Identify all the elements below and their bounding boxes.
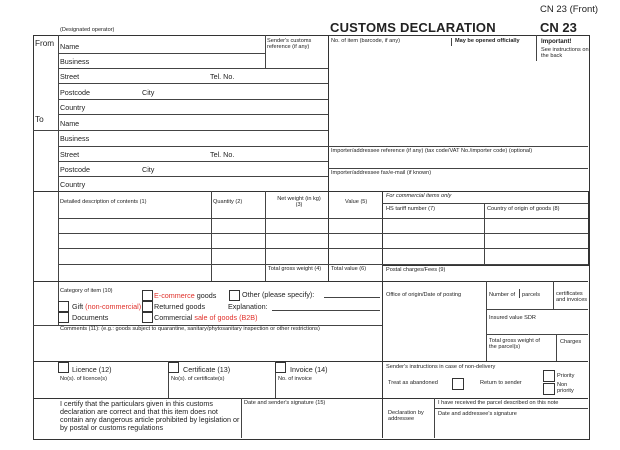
other-specify-line[interactable] [324, 297, 380, 298]
total-gross-parcels-label: Total gross weight of the parcel(s) [489, 338, 540, 351]
certificate-nos-label: No(s). of certificate(s) [171, 376, 225, 382]
priority-label: Priority [557, 373, 575, 379]
returned-goods-label: Returned goods [154, 302, 206, 311]
from-business-field[interactable]: Business [60, 57, 90, 66]
from-label: From [35, 39, 55, 48]
from-postcode-field[interactable]: Postcode [60, 88, 90, 97]
col-country-origin-header: Country of origin of goods (8) [487, 206, 560, 212]
returned-goods-checkbox[interactable] [142, 301, 153, 312]
explanation-label: Explanation: [228, 302, 268, 311]
col-value-header: Value (5) [345, 199, 368, 205]
gift-checkbox[interactable] [58, 301, 69, 312]
to-street-field[interactable]: Street [60, 150, 80, 159]
date-signature-15-label: Date and sender's signature (15) [244, 400, 326, 406]
col-net-weight-header: Net weight (in kg) (3) [277, 196, 321, 209]
addressee-signature-field[interactable] [438, 420, 586, 436]
from-tel-field[interactable]: Tel. No. [210, 72, 235, 81]
to-city-field[interactable]: City [142, 165, 155, 174]
to-postcode-field[interactable]: Postcode [60, 165, 90, 174]
form-title: CUSTOMS DECLARATION [330, 20, 496, 35]
total-gross-weight-label: Total gross weight (4) [268, 266, 322, 272]
total-value-label: Total value (6) [331, 266, 367, 272]
parcels-label: parcels [522, 292, 541, 298]
importer-ref-label: Importer/addressee reference (if any) (tax code/VAT No./importer code) (optional) [331, 148, 533, 154]
certificate-checkbox[interactable] [168, 362, 179, 373]
declaration-by-label: Declaration by addressee [388, 410, 424, 423]
commercial-only-label: For commercial items only [386, 193, 452, 199]
sender-signature-field[interactable] [244, 412, 380, 436]
licence-label: Licence (12) [72, 365, 112, 374]
treat-abandoned-checkbox[interactable] [452, 378, 464, 390]
comments-label: Comments (11): (e.g.: goods subject to quarantine, sanitary/phytosanitary inspection or other restrictions) [60, 326, 320, 332]
non-delivery-label: Sender's instructions in case of non-delivery [386, 364, 496, 370]
documents-checkbox[interactable] [58, 312, 69, 323]
office-origin-label: Office of origin/Date of posting [386, 292, 462, 298]
important-note: Important! [541, 38, 572, 45]
invoice-label: Invoice (14) [290, 365, 328, 374]
from-city-field[interactable]: City [142, 88, 155, 97]
certificates-invoices-label: certificates and invoices [556, 291, 588, 304]
date-addressee-signature-label: Date and addressee's signature [438, 411, 517, 417]
designated-operator-label: (Designated operator) [60, 27, 115, 33]
sender-ref-label: Sender's customs reference (if any) [267, 38, 312, 51]
col-hs-tariff-header: HS tariff number (7) [386, 206, 436, 212]
from-street-field[interactable]: Street [60, 72, 80, 81]
no-of-item-label: No. of item (barcode, if any) [331, 38, 401, 44]
treat-abandoned-label: Treat as abandoned [388, 380, 438, 386]
invoice-checkbox[interactable] [275, 362, 286, 373]
col-description-header: Detailed description of contents (1) [60, 199, 147, 205]
to-name-field[interactable]: Name [60, 119, 80, 128]
to-label: To [35, 115, 44, 124]
importer-fax-label: Importer/addressee fax/e-mail (if known) [331, 170, 432, 176]
postal-charges-label: Postal charges/Fees (9) [386, 267, 446, 273]
cn-code: CN 23 [540, 20, 577, 35]
licence-nos-label: No(s). of licence(s) [60, 376, 107, 382]
see-instructions-note: See instructions on the back [541, 47, 589, 60]
received-parcel-label: I have received the parcel described on this note [438, 400, 559, 406]
return-sender-label: Return to sender [480, 380, 522, 386]
non-priority-label: Non priority [557, 382, 574, 395]
category-label: Category of item (10) [60, 288, 113, 294]
non-priority-checkbox[interactable] [543, 383, 555, 395]
number-of-label: Number of [489, 292, 516, 298]
to-tel-field[interactable]: Tel. No. [210, 150, 235, 159]
commercial-checkbox[interactable] [142, 312, 153, 323]
to-business-field[interactable]: Business [60, 134, 90, 143]
licence-checkbox[interactable] [58, 362, 69, 373]
priority-checkbox[interactable] [543, 370, 555, 382]
certification-text: I certify that the particulars given in this customs declaration are correct and that this item does not contain any dangerous article prohibited by legislation or by postal or customs regulations [60, 399, 240, 433]
from-country-field[interactable]: Country [60, 103, 86, 112]
other-checkbox[interactable] [229, 290, 240, 301]
explanation-line[interactable] [272, 310, 380, 311]
from-name-field[interactable]: Name [60, 42, 80, 51]
insured-value-label: Insured value SDR [489, 315, 536, 321]
to-country-field[interactable]: Country [60, 180, 86, 189]
col-quantity-header: Quantity (2) [213, 199, 243, 205]
commercial-option-label: Commercial sale of goods (B2B) [154, 313, 258, 322]
other-option-label: Other (please specify): [242, 290, 315, 299]
form-front-label: CN 23 (Front) [540, 4, 599, 15]
may-be-opened-label: May be opened officially [455, 38, 520, 44]
gift-option-label: Gift (non-commercial) [72, 302, 142, 311]
ecommerce-option-label: E-commerce goods [154, 291, 217, 300]
ecommerce-checkbox[interactable] [142, 290, 153, 301]
charges-label: Charges [560, 339, 582, 345]
invoice-no-label: No. of invoice [278, 376, 312, 382]
certificate-label: Certificate (13) [183, 365, 231, 374]
documents-option-label: Documents [72, 313, 109, 322]
